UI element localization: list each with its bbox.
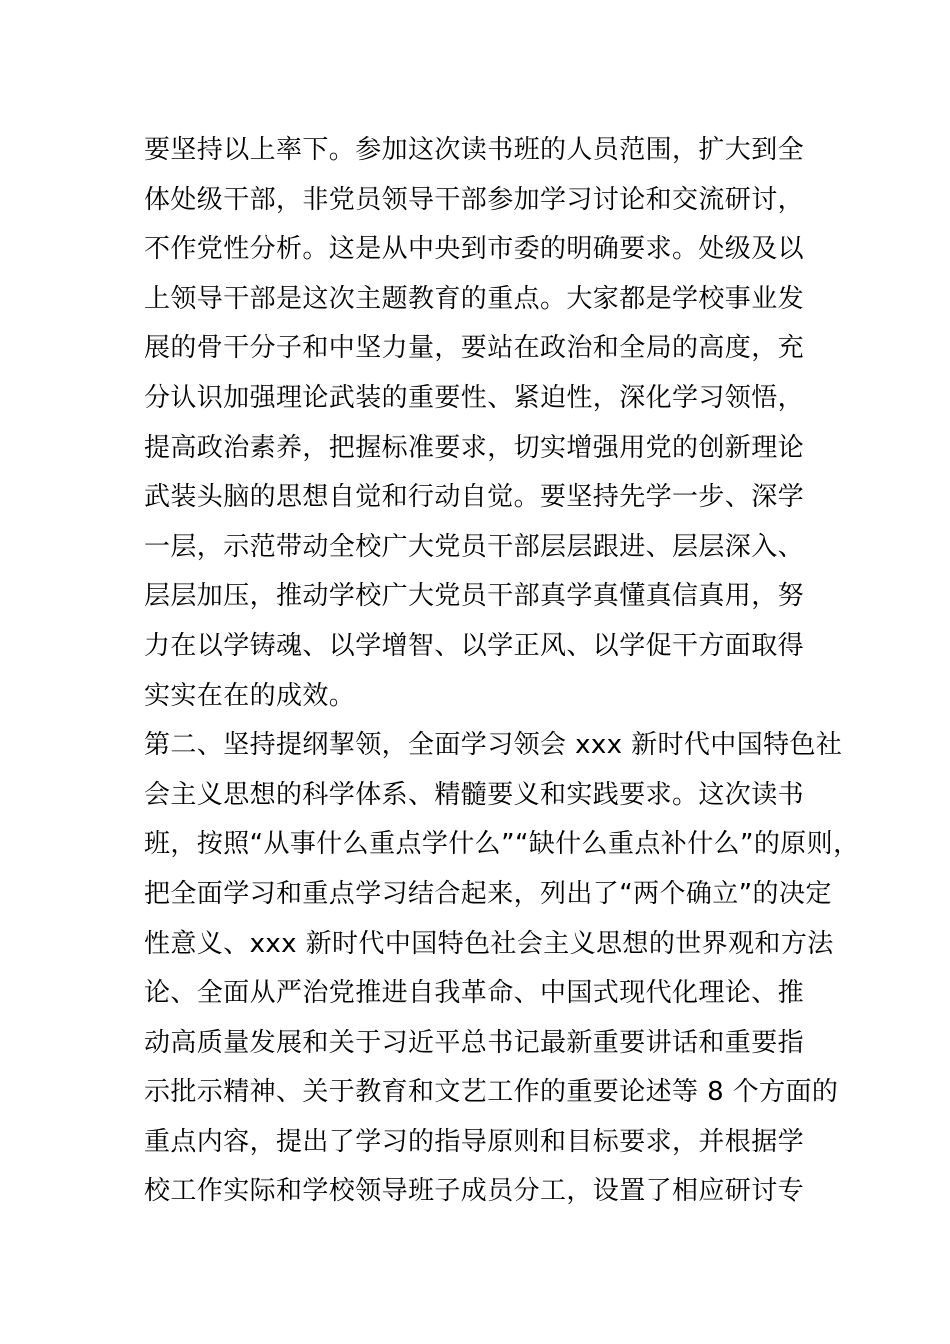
text-line: 要坚持以上率下。参加这次读书班的人员范围，扩大到全: [144, 135, 805, 165]
text-line: 班，按照“从事什么重点学什么”“缺什么重点补什么”的原则，: [144, 829, 860, 860]
text-line: 力在以学铸魂、以学增智、以学正风、以学促干方面取得: [144, 630, 805, 661]
text-line: 分认识加强理论武装的重要性、紧迫性，深化学习领悟，: [144, 382, 805, 413]
text-line: 上领导干部是这次主题教育的重点。大家都是学校事业发: [144, 283, 805, 314]
text-line: 重点内容，提出了学习的指导原则和目标要求，并根据学: [144, 1126, 805, 1157]
text-line: 层层加压，推动学校广大党员干部真学真懂真信真用，努: [144, 581, 805, 612]
text-line: 武装头脑的思想自觉和行动自觉。要坚持先学一步、深学: [144, 482, 805, 513]
text-line: 性意义、xxx 新时代中国特色社会主义思想的世界观和方法: [144, 928, 834, 959]
text-line: 校工作实际和学校领导班子成员分工，设置了相应研讨专: [144, 1176, 805, 1207]
text-line: 示批示精神、关于教育和文艺工作的重要论述等 8 个方面的: [144, 1077, 839, 1108]
text-line: 会主义思想的科学体系、精髓要义和实践要求。这次读书: [144, 779, 805, 810]
text-line: 动高质量发展和关于习近平总书记最新重要讲话和重要指: [144, 1027, 805, 1058]
document-body: [144, 126, 860, 1217]
text-line: 展的骨干分子和中坚力量，要站在政治和全局的高度，充: [144, 333, 805, 364]
text-line: 一层，示范带动全校广大党员干部层层跟进、层层深入、: [144, 531, 805, 562]
text-line: 实实在在的成效。: [144, 680, 356, 711]
text-line: 提高政治素养，把握标准要求，切实增强用党的创新理论: [144, 432, 805, 463]
text-line: 把全面学习和重点学习结合起来，列出了“两个确立”的决定: [144, 878, 832, 909]
text-line: 论、全面从严治党推进自我革命、中国式现代化理论、推: [144, 978, 805, 1009]
text-line: 体处级干部，非党员领导干部参加学习讨论和交流研讨，: [144, 184, 805, 215]
text-line: 不作党性分析。这是从中央到市委的明确要求。处级及以: [144, 234, 805, 265]
text-line: 第二、坚持提纲挈领，全面学习领会 xxx 新时代中国特色社: [144, 730, 843, 761]
